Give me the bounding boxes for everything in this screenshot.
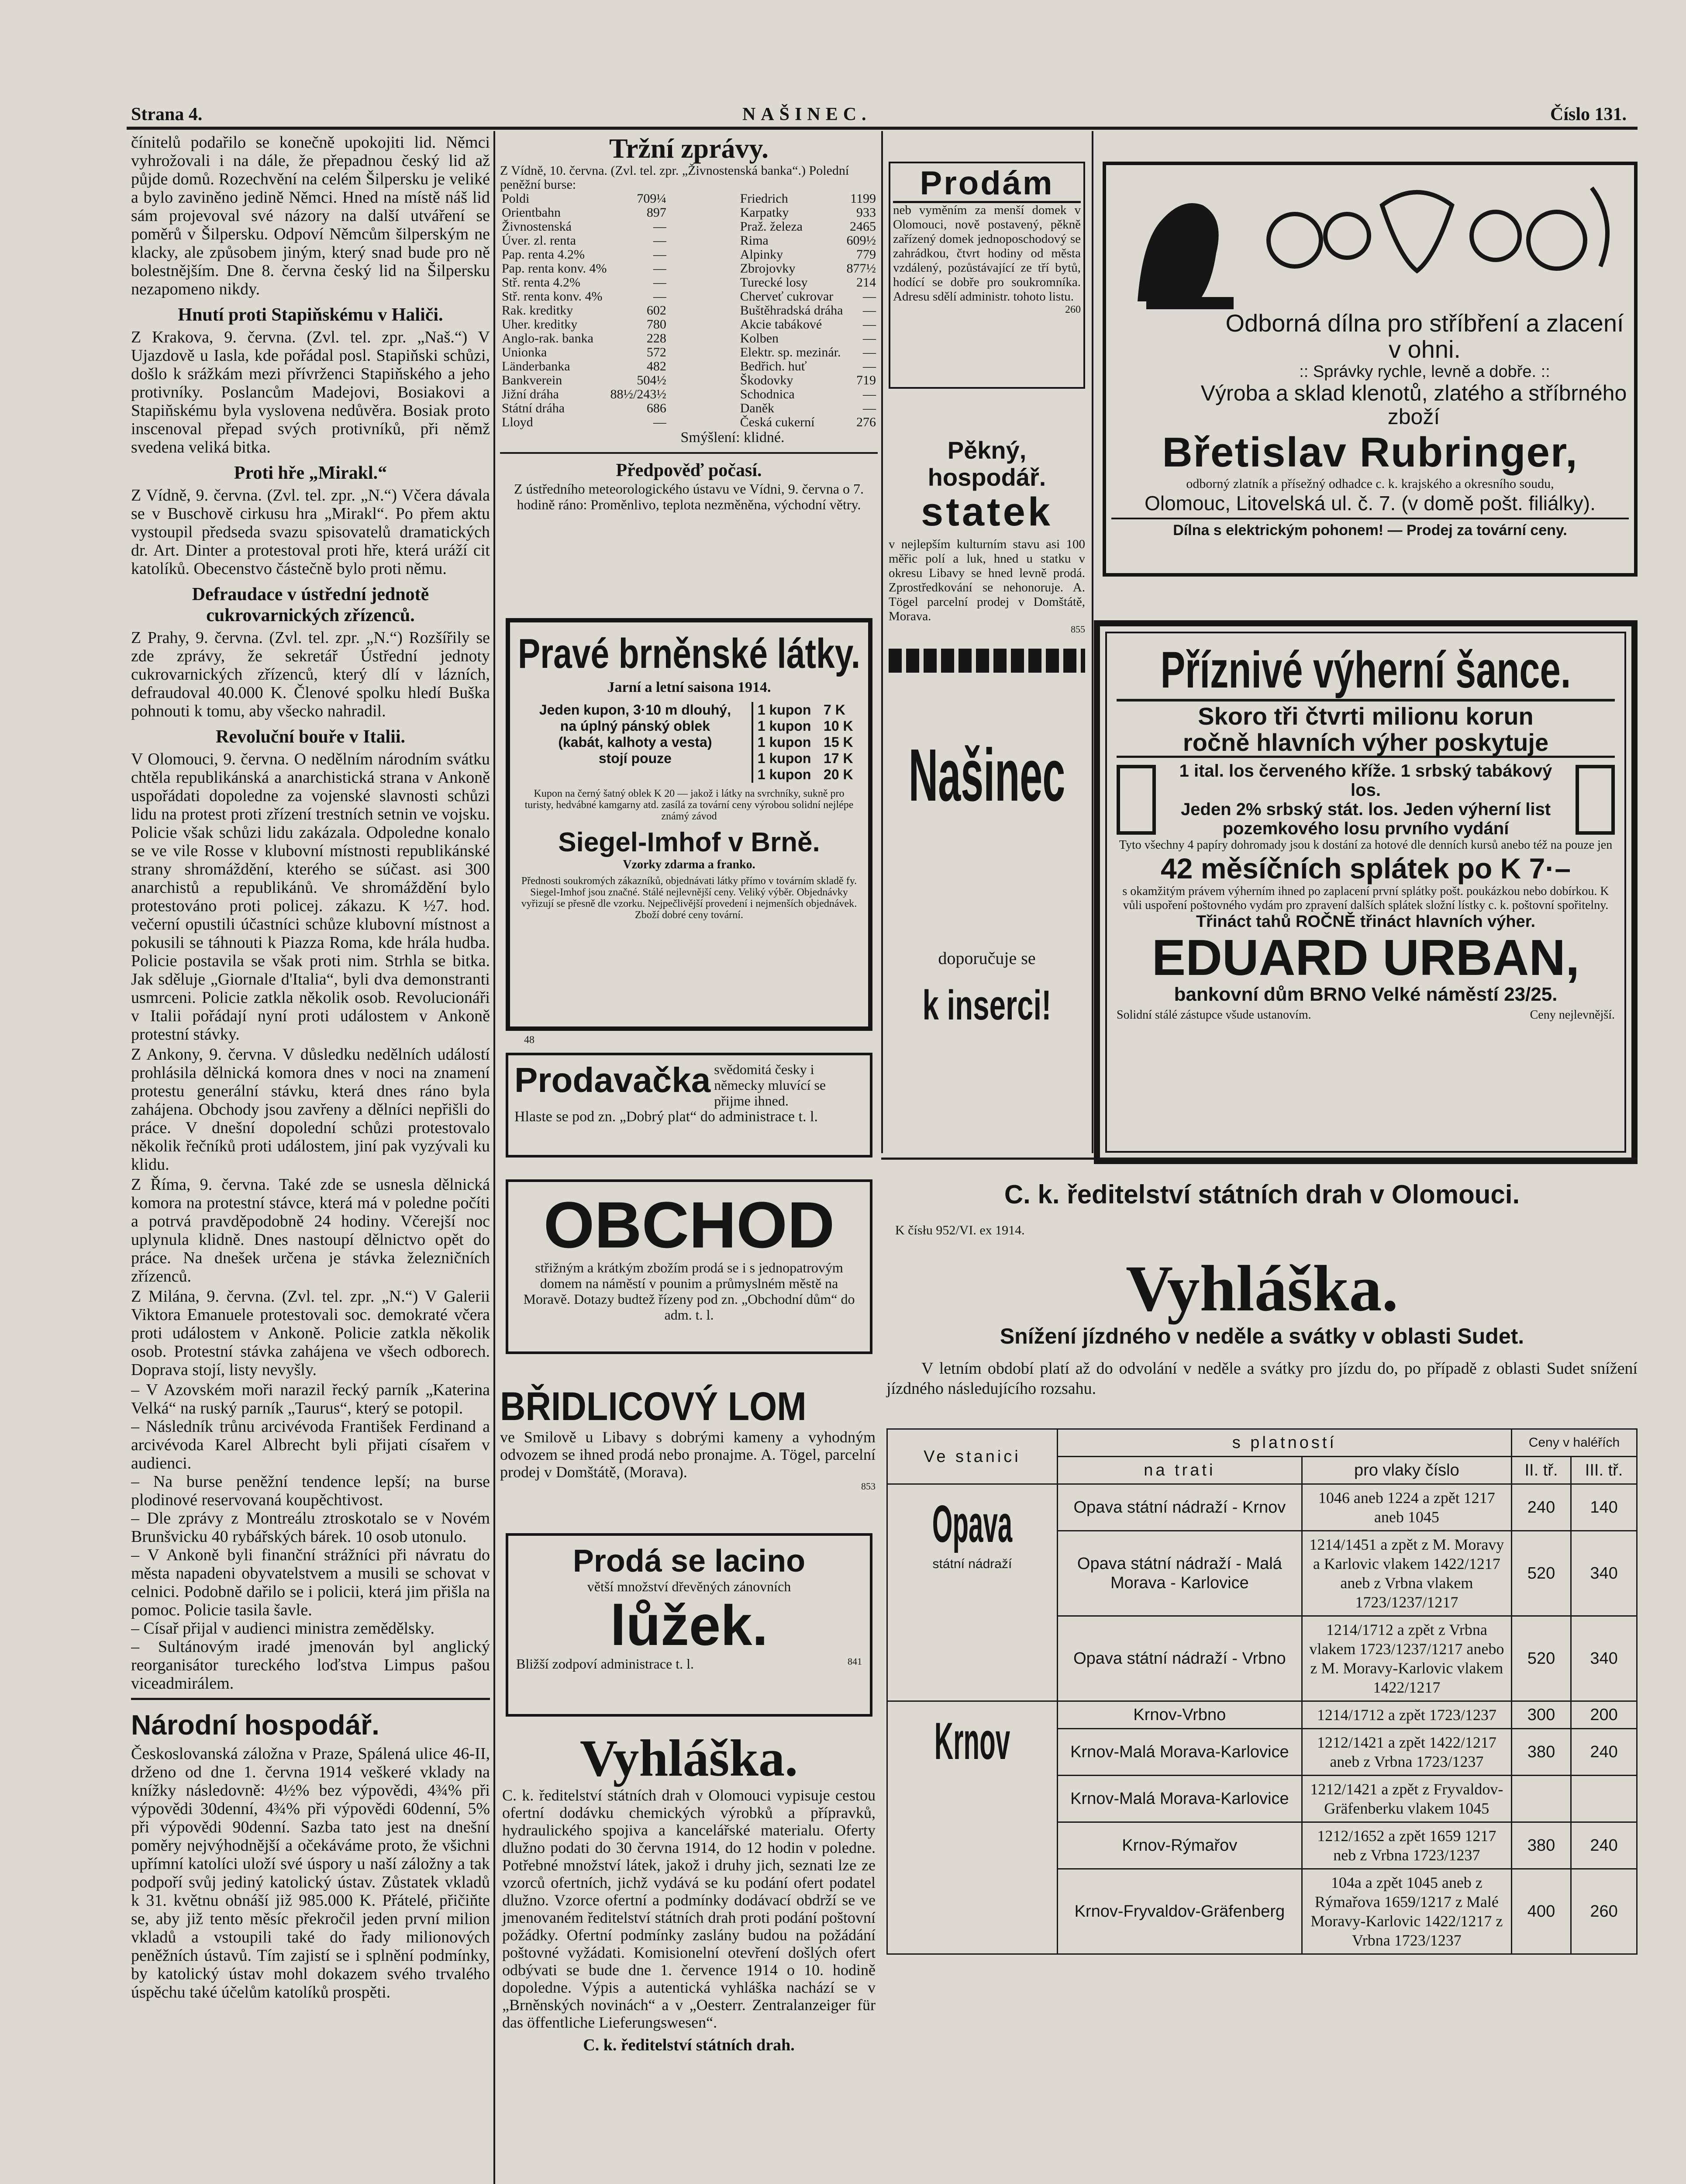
market-name: Státní dráha [502,401,565,415]
market-value: 214 [856,275,876,290]
class2-cell: 380 [1511,1729,1571,1776]
coupon-row [519,702,859,718]
article-heading: Defraudace v ústřední jednotě cukrovarnických zřízenců. [192,584,429,625]
market-value: 504½ [637,373,666,387]
ad-address: bankovní dům BRNO Velké náměstí 23/25. [1174,984,1558,1005]
notice-ref-number: 952/VI. ex 1914. [936,1223,1025,1237]
article-text: Z Krakova, 9. června. (Zvl. tel. zpr. „Naš.“) V Ujazdově u Iasla, kde pořádal posl. Stapiňski schůzi, došlo k srážkám mezi přívrženci Stapiňského a jeho protivníky. Poslancům Madejovi, Bosiakovi a Stapiňskému byla vyslovena nedůvěra. Bosiak proto inscenoval přepad svých protivníků, při němž svedena veliká bitka. [131,328,490,456]
market-row [738,318,878,332]
trains-cell: 104a a zpět 1045 aneb z Rýmařova 1659/1217 z Malé Moravy-Karlovic 1422/1217 z Vrbna 1723/1237 [1302,1869,1511,1954]
fare-row [887,1701,1637,1729]
market-value: — [653,247,666,262]
market-value: 88½/243½ [610,387,666,401]
market-name: Uher. kreditky [502,317,578,332]
ornament-border [889,649,1085,673]
ad-line: :: Správky rychle, levně a dobře. :: [1299,363,1550,381]
ad-bottom-text: Přednosti soukromých zákazníků, objednávati látky přímo v továrním skladě fy. Siegel-Imhof jsou značné. Stálé nejlevnější ceny. Veliký výběr. Objednávky vyřizují se přesně dle vzorku. Nejpečlivější provedení i nejmenších objednávek. Zboží dobré ceny tovární. [521,875,857,921]
market-value: — [653,233,666,248]
notice-chemicals [502,1730,876,2055]
market-name: Česká cukerní [740,415,815,429]
market-name: Pap. renta konv. 4% [502,261,607,276]
ad-line: Pěkný, hospodář. [927,436,1046,491]
ad-draws: Třináct tahů ROČNĚ třináct hlavních výher. [1196,912,1536,931]
market-name: Friedrich [740,191,788,206]
col-header-trains: pro vlaky číslo [1302,1457,1511,1484]
jewelry-illustration [1111,170,1631,310]
coupon-row [519,718,859,734]
station-name: Krnov [934,1712,1010,1770]
ad-prodam [889,162,1085,389]
market-value: 877½ [846,261,876,276]
ad-firm: Siegel-Imhof v Brně. [558,827,820,857]
market-row [738,248,878,262]
coupon-count: 1 kupon [752,767,824,783]
route-cell: Krnov-Fryvaldov-Gräfenberg [1057,1869,1302,1954]
market-row [500,373,668,387]
notice-title: Vyhláška. [1126,1252,1398,1325]
market-value: — [653,261,666,276]
market-value: — [653,275,666,290]
market-name: Škodovky [740,373,793,387]
ad-luzek [506,1533,872,1717]
ad-line: Odborná dílna pro stříbření a zlacení v ohni. [1225,309,1624,363]
station-cell [887,1484,1058,1701]
market-name: Zbrojovky [740,261,796,276]
ad-line: odborný zlatník a přísežný odhadce c. k. krajského a okresního soudu, [1186,477,1554,491]
market-value: 228 [646,331,666,346]
market-value: 779 [856,247,876,262]
ad-small-text: Kupon na černý šatný oblek K 20 — jakož i látky na svrchníky, sukně pro turisty, hedvábné kamgarny atd. zasílá za tovární ceny výrobou solidní nejlépe známý závod [524,788,854,822]
ad-title: OBCHOD [543,1188,835,1261]
markets-title: Tržní zprávy. [609,133,769,164]
notice-subtitle: Snížení jízdného v neděle a svátky v oblasti Sudet. [1000,1324,1524,1348]
section-rule [131,1698,490,1700]
market-name: Rima [740,233,769,248]
coupon-count: 1 kupon [752,702,824,718]
coupon-price: 15 K [824,734,853,750]
coupon-row [519,750,859,767]
header-rule [127,127,1638,130]
ad-title: Našinec [908,734,1065,817]
ad-title: BŘIDLICOVÝ LOM [500,1384,807,1429]
market-value: — [863,289,876,304]
notice-text: C. k. ředitelství státních drah v Olomouci vypisuje cestou ofertní dodávku chemických výrobků a přípravků, hydraulického spojiva a kancelářské materialu. Oferty dlužno podati do 30 června 1914, do 12 hodin v poledne. Potřebné množství látek, jakož i druhy jich, seznati lze ze vzorců ofertních, jichž vydává se ku podání ofert podatel dlužno. Vzorce ofertní a podmínky dodávací obdrží se ve jmenovaném ředitelství státních drah proti podání poštovní požádky. Ofertní podmínky zaslány budou na požádání poštovné vyžádati. Komisionelní otevření došlých ofert odbývati se bude dne 1. července 1914 o 10. hodině dopoledne. Výpis a autentická vyhláška nachází se v „Brněnských novinách“ a v „Oesterr. Zentralanzeiger für das öffentliche Lieferungswesen“. [502,1787,876,2031]
market-value: — [653,415,666,429]
short-news: – V Azovském moři narazil řecký parník „Katerina Velká“ na ruský parník „Taurus“, který se potopil. – Následník trůnu arcivévoda František Ferdinand a arcivévoda Karel Albrecht byli přijati císařem v audienci. – Na burse peněžní tendence lepší; na burse plodinové reservovaná koupěchtivost. – Dle zprávy z Montreálu ztroskotalo se v Novém Brunšvicku 40 rybářských bárek. 10 osob utonulo. – V Ankoně byli finanční strážníci při návratu do města napadeni obyvatelstvem a musili se schovat v celnici. Podobně dařilo se i policii, která jim přišla na pomoc. Policie tasila šavle. – Císař přijal v audienci ministra zemědělsky. – Sultánovým iradé jmenován byl anglický reorganisátor tureckého loďstva Limpus pašou viceadmirálem. [131,1381,490,1693]
class3-cell: 140 [1571,1484,1637,1531]
market-name: Länderbanka [502,359,570,373]
col-header-route: na trati [1057,1457,1302,1484]
ad-title: Prodám [893,166,1081,203]
market-row [500,415,668,429]
market-row [500,332,668,346]
market-row [738,415,878,429]
market-name: Lloyd [502,415,533,429]
article-text: Z Vídně, 9. června. (Zvl. tel. zpr. „N.“) Včera dávala se v Buschově cirkusu hra „Mirakl“. Po přem aktu vystoupil předseda svazu spisovatelů dramatických dr. Art. Dinter a protestoval proti hře, která uráží cit katolíků. Obecenstvo částečně bylo proti němu. [131,486,490,578]
market-row [738,332,878,346]
market-row [738,220,878,234]
ad-line: statek [921,490,1053,534]
class2-cell: 400 [1511,1869,1571,1954]
market-row [500,401,668,415]
class2-cell: 380 [1511,1822,1571,1869]
notice-title: Vyhláška. [579,1729,798,1787]
market-row [738,290,878,304]
market-row [738,276,878,290]
ad-text: střižným a krátkým zbožím prodá se i s jednopatrovým domem na náměstí v pounim a průmyslném městě na Moravě. Dotazy budtež řízeny pod zn. „Obchodní dům“ do adm. t. l. [523,1260,855,1323]
market-name: Živnostenská [502,219,572,234]
market-value: 1199 [850,191,876,206]
class3-cell: 240 [1571,1729,1637,1776]
notice-ref [895,1223,1025,1238]
market-value: 609½ [846,233,876,248]
article-heading: Proti hře „Mirakl.“ [234,463,387,483]
ad-title: Příznivé výherní šance. [1160,641,1571,699]
ad-line: Olomouc, Litovelská ul. č. 7. (v domě pošt. filiálky). [1145,492,1596,515]
column-divider [493,131,495,2184]
article-text: Z Prahy, 9. června. (Zvl. tel. zpr. „N.“) Rozšířily se zde zprávy, že sekretář Ústřední jednoty cukrovarnických zřízenců, který dlí v lázních, defraudoval 40.000 K. Členové spolku hledí Buška pohnouti k tomu, aby všecko nahradil. [131,629,490,720]
coupon-row [519,734,859,750]
market-value: 897 [646,205,666,220]
section-rule [881,1158,1638,1160]
ad-prodavacka [506,1053,872,1158]
coupon-price: 10 K [824,718,853,734]
market-row [500,220,668,234]
weather-title: Předpověď počasí. [616,460,762,480]
col-header-class2: II. tř. [1511,1457,1571,1484]
article-text: čínitelů podařilo se konečně upokojiti lid. Němci vyhrožovali i na dále, že přepadnou český lid až půjde domů. Rozechvění na celém Šilpersku je veliké a bylo zaviněno jedině Němci. Hned na místě náš lid sám projevoval své názory na další utváření se poměrů v Šilpersku. Odpoví Němcům šilperským ne klacky, ale způsobem jiným, který snad bude pro ně bolestnějším. Dne 8. června český lid na Šilpersku nezapomeno nikdy. [131,133,490,298]
coupon-desc: stojí pouze [598,750,672,766]
trains-cell: 1214/1451 a zpět z M. Moravy a Karlovic vlakem 1422/1217 aneb z Vrbna vlakem 1723/1237/1217 [1302,1531,1511,1616]
coupon-price: 17 K [824,750,853,766]
market-name: Anglo-rak. banka [502,331,593,346]
ad-text: doporučuje se [938,948,1036,968]
news-column [131,133,490,2184]
coupon-desc: Jeden kupon, 3·10 m dlouhý, [539,702,731,718]
ad-number: 853 [861,1481,876,1492]
route-cell: Opava státní nádraží - Malá Morava - Karlovice [1057,1531,1302,1616]
market-row [500,206,668,220]
article-text: Z Říma, 9. června. Také zde se usnesla dělnická komora na protestní stávce, která má v poledne počíti a potrvá pravděpodobně 24 hodiny. Včerejší noc uplynula klidně. Dnes nastoupí dělnictvo opět do práce. Na dnešek určena je stávka železničních zřízenců. [131,1175,490,1286]
ad-obchod [506,1179,872,1354]
ad-number: 855 [1071,624,1085,635]
market-value: 780 [646,317,666,332]
market-name: Turecké losy [740,275,808,290]
markets-table-right [738,192,878,429]
market-value: 719 [856,373,876,387]
trains-cell: 1212/1652 a zpět 1659 1217 neb z Vrbna 1723/1237 [1302,1822,1511,1869]
ad-subtitle: ročně hlavních výher poskytuje [1117,729,1615,758]
col-header-class3: III. tř. [1571,1457,1637,1484]
trains-cell: 1214/1712 a zpět z Vrbna vlakem 1723/1237/1217 anebo z M. Moravy-Karlovic vlakem 1422/1217 [1302,1616,1511,1701]
trains-cell: 1212/1421 a zpět z Fryvaldov-Gräfenberku vlakem 1045 [1302,1776,1511,1822]
market-row [738,304,878,318]
class3-cell: 200 [1571,1701,1637,1729]
market-row [500,262,668,276]
ad-text: ve Smilově u Libavy s dobrými kameny a vyhodným odvozem se ihned prodá nebo pronajme. A. Tögel, parcelní prodej v Domštátě, (Morava). [500,1428,876,1481]
markets-table-left [500,192,668,429]
col-header-station: Ve stanici [887,1429,1058,1484]
market-row [738,234,878,248]
ad-line: Prodá se lacino [572,1544,806,1579]
ad-line: Bližší zodpoví administrace t. l. [516,1656,694,1672]
ad-text: Tyto všechny 4 papíry dohromady jsou k dostání za hotové dle denních kursů anebo též na pouze jen [1119,838,1613,852]
coupon-row [519,767,859,783]
ad-item: 1 ital. los červeného kříže. 1 srbský tabákový los. [1179,761,1552,800]
notice-ref-label: K čísłu [895,1223,933,1237]
market-row [500,276,668,290]
market-name: Bankverein [502,373,562,387]
market-name: Jižní dráha [502,387,559,401]
route-cell: Krnov-Vrbno [1057,1701,1302,1729]
ad-number: 841 [848,1656,862,1667]
market-name: Praž. železa [740,219,803,234]
markets-intro: Z Vídně, 10. června. (Zvl. tel. zpr. „Živnostenská banka“.) Polední peněžní burse: [500,163,849,192]
class3-cell: 240 [1571,1822,1637,1869]
market-name: Daněk [740,401,775,415]
ad-text: v nejlepším kulturním stavu asi 100 měřic polí a luk, hned u statku v okresu Libavy se hned levně prodá. Zprostředkování se nehonoruje. A. Tögel parcelní prodej v Domštátě, Morava. [889,537,1085,623]
col-header-prices: Ceny v haléřích [1511,1429,1637,1457]
market-value: 686 [646,401,666,415]
market-row [500,234,668,248]
ring-icon [1269,214,1321,266]
brooch-icon [1382,192,1452,271]
coupon-count: 1 kupon [752,734,824,750]
market-name: Orientbahn [502,205,561,220]
station-sub: státní nádraží [932,1557,1012,1571]
market-value: — [863,303,876,318]
weather-text: Z ústředního meteorologického ústavu ve Vídni, 9. června o 7. hodině ráno: Proměnlivo, teplota nezměněna, východní větry. [514,481,864,512]
class3-cell [1571,1776,1637,1822]
market-value: — [653,219,666,234]
market-name: Akcie tabákové [740,317,822,332]
market-row [500,304,668,318]
market-name: Cherveť cukrovar [740,289,834,304]
market-row [500,290,668,304]
section-rule [1117,699,1615,702]
coupon-price: 20 K [824,767,853,782]
ad-subtitle: Skoro tři čtvrti milionu korun [1198,702,1534,730]
market-value: 276 [856,415,876,429]
section-heading: Národní hospodář. [131,1709,379,1741]
market-row [738,262,878,276]
ad-side-text: svědomitá česky i německy mluvící se přijme ihned. [714,1061,826,1109]
ring-icon [1528,212,1585,269]
class2-cell: 300 [1511,1701,1571,1729]
route-cell: Opava státní nádraží - Vrbno [1057,1616,1302,1701]
ad-big-text: k inserci! [922,982,1052,1029]
article-text: V Olomouci, 9. června. O nedělním národním svátku chtěla republikánská a anarchistická strana v Ankoně uspořádati dopoledne za vojenské slavnosti schůzi lidu na protest proti zřízení trestních setnin ve vojsku. Policie však schůzi lidu zakázala. Odpoledne konalo se ve vile Rosse v klubovní místnosti republikánské strany shromáždění, kterého se súčast. asi 300 anarchistů a republikánů. Ve shromáždění bylo protestováno proti policej. zákazu. K ½7. hod. večerní opustili účastníci schůze klubovní místnost a pokusili se táhnouti k Piazza Roma, kde hrála hudba. Policie postavila se však proti nim. Strhla se bitka. Jak sděluje „Giornale d'Italia“, byli dva demonstranti usmrceni. Policie zatkla několik osob. Revolucionáři v Italii pořádají nyní proti událostem v Ankoně protestní stávky. [131,750,490,1044]
ad-line: Výroba a sklad klenotů, zlatého a stříbrného zboží [1200,381,1627,429]
market-name: Unionka [502,345,547,359]
trains-cell: 1214/1712 a zpět 1723/1237 [1302,1701,1511,1729]
ring-icon [1472,212,1520,260]
market-name: Pap. renta 4.2% [502,247,585,262]
issue-number: Číslo 131. [1550,104,1627,124]
ad-title: Pravé brněnské látky. [518,630,861,677]
market-name: Úver. zl. renta [502,233,576,248]
class3-cell: 340 [1571,1531,1637,1616]
market-name: Alpinky [740,247,783,262]
ring-icon [1325,214,1369,258]
class3-cell: 340 [1571,1616,1637,1701]
market-name: Stř. renta konv. 4% [502,289,603,304]
market-name: Poldi [502,191,530,206]
fare-row [887,1484,1637,1531]
markets-footer: Smýšlení: klidné. [680,429,785,446]
ad-firm: EDUARD URBAN, [1152,929,1580,986]
market-value: — [863,387,876,401]
market-name: Rak. kreditky [502,303,573,318]
ad-text: Hlaste se pod zn. „Dobrý plat“ do administrace t. l. [514,1109,818,1125]
market-row [500,359,668,373]
market-row [500,318,668,332]
market-value: 482 [646,359,666,373]
ad-nasinec [889,681,1085,1144]
notice-head: C. k. ředitelství státních drah v Olomouci. [1004,1180,1520,1209]
class2-cell: 520 [1511,1531,1571,1616]
section-rule [500,452,878,454]
route-cell: Krnov-Malá Morava-Karlovice [1057,1776,1302,1822]
market-name: Kolben [740,331,779,346]
market-name: Karpatky [740,205,789,220]
coupon-box-icon [1117,765,1156,835]
coupon-desc: na úplný pánský oblek [560,718,710,734]
market-row [500,192,668,206]
market-value: — [653,289,666,304]
station-name: Opava [932,1495,1013,1553]
ad-statek [889,437,1085,635]
ad-line: Dílna s elektrickým pohonem! — Prodej za tovární ceny. [1111,518,1629,539]
page-number: Strana 4. [131,104,203,124]
coupon-price: 7 K [824,702,845,718]
market-value: — [863,331,876,346]
market-row [500,387,668,401]
class2-cell: 520 [1511,1616,1571,1701]
trains-cell: 1046 aneb 1224 a zpět 1217 aneb 1045 [1302,1484,1511,1531]
chain-icon [1592,188,1607,266]
market-name: Bedřich. huť [740,359,807,373]
market-name: Buštěhradská dráha [740,303,843,318]
ad-title: Prodavačka [514,1061,711,1099]
route-cell: Krnov-Malá Morava-Karlovice [1057,1729,1302,1776]
market-name: Schodnica [740,387,795,401]
market-row [738,359,878,373]
market-value: 933 [856,205,876,220]
market-row [738,401,878,415]
ad-samples: Vzorky zdarma a franko. [623,858,755,871]
coupon-table [519,702,859,783]
ad-number: 260 [1065,304,1081,315]
class2-cell: 240 [1511,1484,1571,1531]
route-cell: Krnov-Rýmařov [1057,1822,1302,1869]
market-value: — [863,401,876,415]
ad-text: neb vyměním za menší domek v Olomouci, nově postavený, pěkně zařízený domek jednoposchodový se zahrádkou, čtvrt hodiny od města vzdálený, pozůstávající ze tří bytů, hodící se dobře pro soukromníka. Adresu sdělí administr. tohoto listu. [893,203,1081,304]
class2-cell [1511,1776,1571,1822]
market-name: Elektr. sp. mezinár. [740,345,841,359]
market-value: 602 [646,303,666,318]
markets-section [500,133,878,512]
ad-text: s okamžitým právem výherním ihned po zaplacení první splátky pošt. poukázkou nebo dobírkou. K vůli uspoření poštovného vydám pro zpravení dalších splátek složní lístky c. k. poštovní spořitelny. [1122,885,1609,912]
ad-line: lůžek. [610,1593,768,1657]
article-text: Z Ankony, 9. června. V důsledku nedělních událostí prohlásila dělnická komora dnes v noci na znamení protestu generální stávku, která dnes ráno byla zahájena. Obchody jsou zavřeny a dělníci nepřišli do práce. V dnešní dopolední schůzi protestovalo několik řečníků proti událostem, jiní pak vyzývali ku klidu. [131,1045,490,1174]
ad-sance [1094,620,1638,1164]
article-text: Českoslovanská záložna v Praze, Spálená ulice 46-II, drženo od dne 1. června 1914 veškeré vklady na knížky následovně: 4½% bez výpovědi, 4¾% při výpovědi 30denní, 4¾% při výpovědi 60denní, 5% při výpovědi 90denní. Sazba tato jest na dnešní poměry nejvýhodnější a očekáváme proto, že všichni upřímní katolíci uloží své úspory u naší záložny a tak podpoří svůj jediný katolický ústav. Zůstatek vkladů k 31. květnu obnáší již 985.000 K. Přátelé, přičiňte se, aby již tento měsíc překročil jeden první milion vkladů a vstoupili také do řady milionových peněžních ústavů. Tím zajistí se i splnění podmínky, by katolický ústav mohl dokazem svého trvalého úspěchu také účelům katolíků prospěti. [131,1745,490,2001]
ad-rubringer [1103,162,1638,577]
market-row [738,387,878,401]
notice-intro: V letním období platí až do odvolání v neděle a svátky pro jízdu do, po případě z oblasti Sudet snížení jízdného následujícího rozsahu. [886,1359,1638,1398]
col-header-valid: s platností [1057,1429,1511,1457]
newspaper-name: NAŠINEC. [742,104,872,124]
ad-firm: Břetislav Rubringer, [1162,429,1578,476]
ad-number: 48 [524,1034,534,1046]
coupon-box-icon [1576,765,1615,835]
ad-item: Jeden 2% srbský stát. los. Jeden výherní list pozemkového losu prvního vydání [1180,800,1551,838]
route-cell: Opava státní nádraží - Krnov [1057,1484,1302,1531]
article-text: Z Milána, 9. června. (Zvl. tel. zpr. „N.“) V Galerii Viktora Emanuele protestovali soc. demokraté včera proti událostem v Ankoně. Policie zatkla několik osob. Protestní stávka zahájena ve všech odborech. Doprava stojí, listy nevyšly. [131,1287,490,1379]
market-name: Stř. renta 4.2% [502,275,580,290]
market-row [738,192,878,206]
market-row [500,346,668,359]
ad-line: větší množství dřevěných zánovních [587,1579,791,1594]
fare-table [886,1428,1638,1955]
pedestal-icon [1146,297,1234,309]
market-value: — [863,345,876,359]
ad-rate: 42 měsíčních splátek po K 7·– [1160,852,1571,885]
article-heading: Revoluční bouře v Italii. [215,727,405,747]
market-row [738,373,878,387]
station-cell [887,1701,1058,1954]
market-value: 572 [646,345,666,359]
class3-cell: 260 [1571,1869,1637,1954]
coupon-desc [519,767,752,783]
market-row [738,206,878,220]
notice-signature: C. k. ředitelství státních drah. [583,2036,795,2054]
coupon-count: 1 kupon [752,718,824,734]
ad-latky [506,618,872,1031]
coupon-count: 1 kupon [752,750,824,767]
coupon-desc: (kabát, kalhoty a vesta) [558,734,712,750]
market-row [738,346,878,359]
market-value: 709¼ [637,191,666,206]
ad-footer: Ceny nejlevnější. [1530,1008,1615,1022]
figurine-icon [1138,203,1219,301]
market-row [500,248,668,262]
article-heading: Hnutí proti Stapiňskému v Haliči. [178,305,443,325]
trains-cell: 1212/1421 a zpět 1422/1217 aneb z Vrbna 1723/1237 [1302,1729,1511,1776]
ad-lom [500,1385,876,1492]
market-value: 2465 [850,219,876,234]
ad-footer: Solidní stálé zástupce všude ustanovím. [1117,1008,1311,1022]
market-value: — [863,317,876,332]
ad-season: Jarní a letní saisona 1914. [607,679,771,695]
market-value: — [863,359,876,373]
